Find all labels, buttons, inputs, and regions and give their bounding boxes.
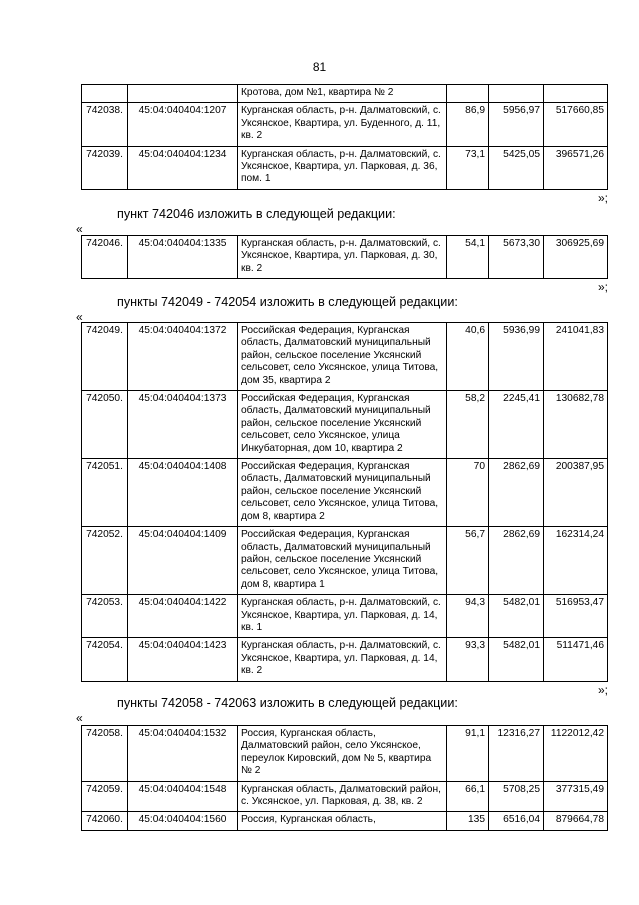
cell-price: 5708,25 [489,781,544,812]
cell-number: 742059. [82,781,128,812]
cell-area [447,85,489,103]
section-heading: пункты 742058 - 742063 изложить в следующей редакции: [117,696,458,710]
cell-number: 742049. [82,323,128,391]
cell-value: 200387,95 [544,459,608,527]
cell-number: 742051. [82,459,128,527]
table-row [82,323,608,391]
cell-area: 135 [447,812,489,830]
cell-number: 742053. [82,595,128,638]
cell-value [544,85,608,103]
table-row [82,527,608,595]
cell-value: 377315,49 [544,781,608,812]
opening-quote: « [76,222,83,236]
cell-price: 6516,04 [489,812,544,830]
cell-price [489,85,544,103]
cell-value: 1122012,42 [544,726,608,782]
opening-quote: « [76,711,83,725]
closing-quote: »; [598,280,609,294]
cell-area: 58,2 [447,391,489,459]
cell-cadastral: 45:04:040404:1335 [128,236,238,279]
cell-price: 5956,97 [489,103,544,146]
page-number: 81 [312,60,327,74]
cell-address: Россия, Курганская область, Далматовский район, село Уксянское, переулок Кировский, дом № 5, квартира № 2 [238,726,447,782]
cell-price: 5673,30 [489,236,544,279]
cell-number: 742060. [82,812,128,830]
cell-cadastral: 45:04:040404:1532 [128,726,238,782]
section-heading: пункты 742049 - 742054 изложить в следующей редакции: [117,295,458,309]
registry-table-2 [81,235,608,279]
cell-address: Российская Федерация, Курганская область, Далматовский муниципальный район, сельское поселение Уксянский сельсовет, село Уксянское, улица Титова, дом 35, квартира 2 [238,323,447,391]
cell-address: Курганская область, р-н. Далматовский, с. Уксянское, Квартира, ул. Парковая, д. 14, кв. 1 [238,595,447,638]
table-row [82,781,608,812]
cell-value: 511471,46 [544,638,608,681]
cell-number: 742050. [82,391,128,459]
cell-area: 70 [447,459,489,527]
cell-address: Российская Федерация, Курганская область, Далматовский муниципальный район, сельское поселение Уксянский сельсовет, село Уксянское, улица Титова, дом 8, квартира 2 [238,459,447,527]
table-row [82,85,608,103]
cell-area: 56,7 [447,527,489,595]
table-row [82,726,608,782]
cell-address: Курганская область, р-н. Далматовский, с. Уксянское, Квартира, ул. Буденного, д. 11, кв. 2 [238,103,447,146]
cell-address: Россия, Курганская область, [238,812,447,830]
cell-cadastral: 45:04:040404:1409 [128,527,238,595]
cell-price: 5482,01 [489,595,544,638]
opening-quote: « [76,310,83,324]
cell-price: 2862,69 [489,527,544,595]
cell-area: 94,3 [447,595,489,638]
closing-quote: »; [598,683,609,697]
registry-table-3 [81,322,608,682]
cell-number: 742038. [82,103,128,146]
cell-value: 517660,85 [544,103,608,146]
cell-address: Курганская область, Далматовский район, с. Уксянское, ул. Парковая, д. 38, кв. 2 [238,781,447,812]
cell-cadastral: 45:04:040404:1422 [128,595,238,638]
cell-number: 742046. [82,236,128,279]
cell-number: 742039. [82,146,128,189]
registry-table-1 [81,84,608,190]
cell-area: 40,6 [447,323,489,391]
cell-cadastral: 45:04:040404:1423 [128,638,238,681]
cell-price: 5936,99 [489,323,544,391]
cell-number: 742052. [82,527,128,595]
table-row [82,391,608,459]
cell-value: 162314,24 [544,527,608,595]
cell-price: 2245,41 [489,391,544,459]
cell-value: 241041,83 [544,323,608,391]
cell-cadastral: 45:04:040404:1207 [128,103,238,146]
cell-cadastral: 45:04:040404:1234 [128,146,238,189]
cell-cadastral [128,85,238,103]
cell-value: 396571,26 [544,146,608,189]
cell-area: 73,1 [447,146,489,189]
cell-cadastral: 45:04:040404:1408 [128,459,238,527]
cell-address: Курганская область, р-н. Далматовский, с. Уксянское, Квартира, ул. Парковая, д. 36, пом. 1 [238,146,447,189]
cell-value: 306925,69 [544,236,608,279]
cell-number: 742058. [82,726,128,782]
section-heading: пункт 742046 изложить в следующей редакции: [117,207,396,221]
cell-cadastral: 45:04:040404:1373 [128,391,238,459]
registry-table-4 [81,725,608,831]
cell-area: 86,9 [447,103,489,146]
cell-address: Кротова, дом №1, квартира № 2 [238,85,447,103]
cell-number [82,85,128,103]
cell-price: 12316,27 [489,726,544,782]
cell-value: 879664,78 [544,812,608,830]
cell-value: 130682,78 [544,391,608,459]
table-row [82,103,608,146]
cell-address: Курганская область, р-н. Далматовский, с. Уксянское, Квартира, ул. Парковая, д. 30, кв. 2 [238,236,447,279]
cell-price: 5425,05 [489,146,544,189]
table-row [82,146,608,189]
cell-address: Российская Федерация, Курганская область, Далматовский муниципальный район, сельское поселение Уксянский сельсовет, село Уксянское, улица Инкубаторная, дом 10, квартира 2 [238,391,447,459]
cell-cadastral: 45:04:040404:1548 [128,781,238,812]
table-row [82,595,608,638]
cell-price: 5482,01 [489,638,544,681]
table-row [82,236,608,279]
cell-price: 2862,69 [489,459,544,527]
table-row [82,459,608,527]
closing-quote: »; [598,191,609,205]
cell-area: 54,1 [447,236,489,279]
cell-area: 93,3 [447,638,489,681]
cell-address: Российская Федерация, Курганская область, Далматовский муниципальный район, сельское поселение Уксянский сельсовет, село Уксянское, улица Титова, дом 8, квартира 1 [238,527,447,595]
table-row [82,812,608,830]
cell-cadastral: 45:04:040404:1372 [128,323,238,391]
cell-cadastral: 45:04:040404:1560 [128,812,238,830]
table-row [82,638,608,681]
cell-number: 742054. [82,638,128,681]
cell-area: 91,1 [447,726,489,782]
cell-address: Курганская область, р-н. Далматовский, с. Уксянское, Квартира, ул. Парковая, д. 14, кв. 2 [238,638,447,681]
cell-value: 516953,47 [544,595,608,638]
cell-area: 66,1 [447,781,489,812]
